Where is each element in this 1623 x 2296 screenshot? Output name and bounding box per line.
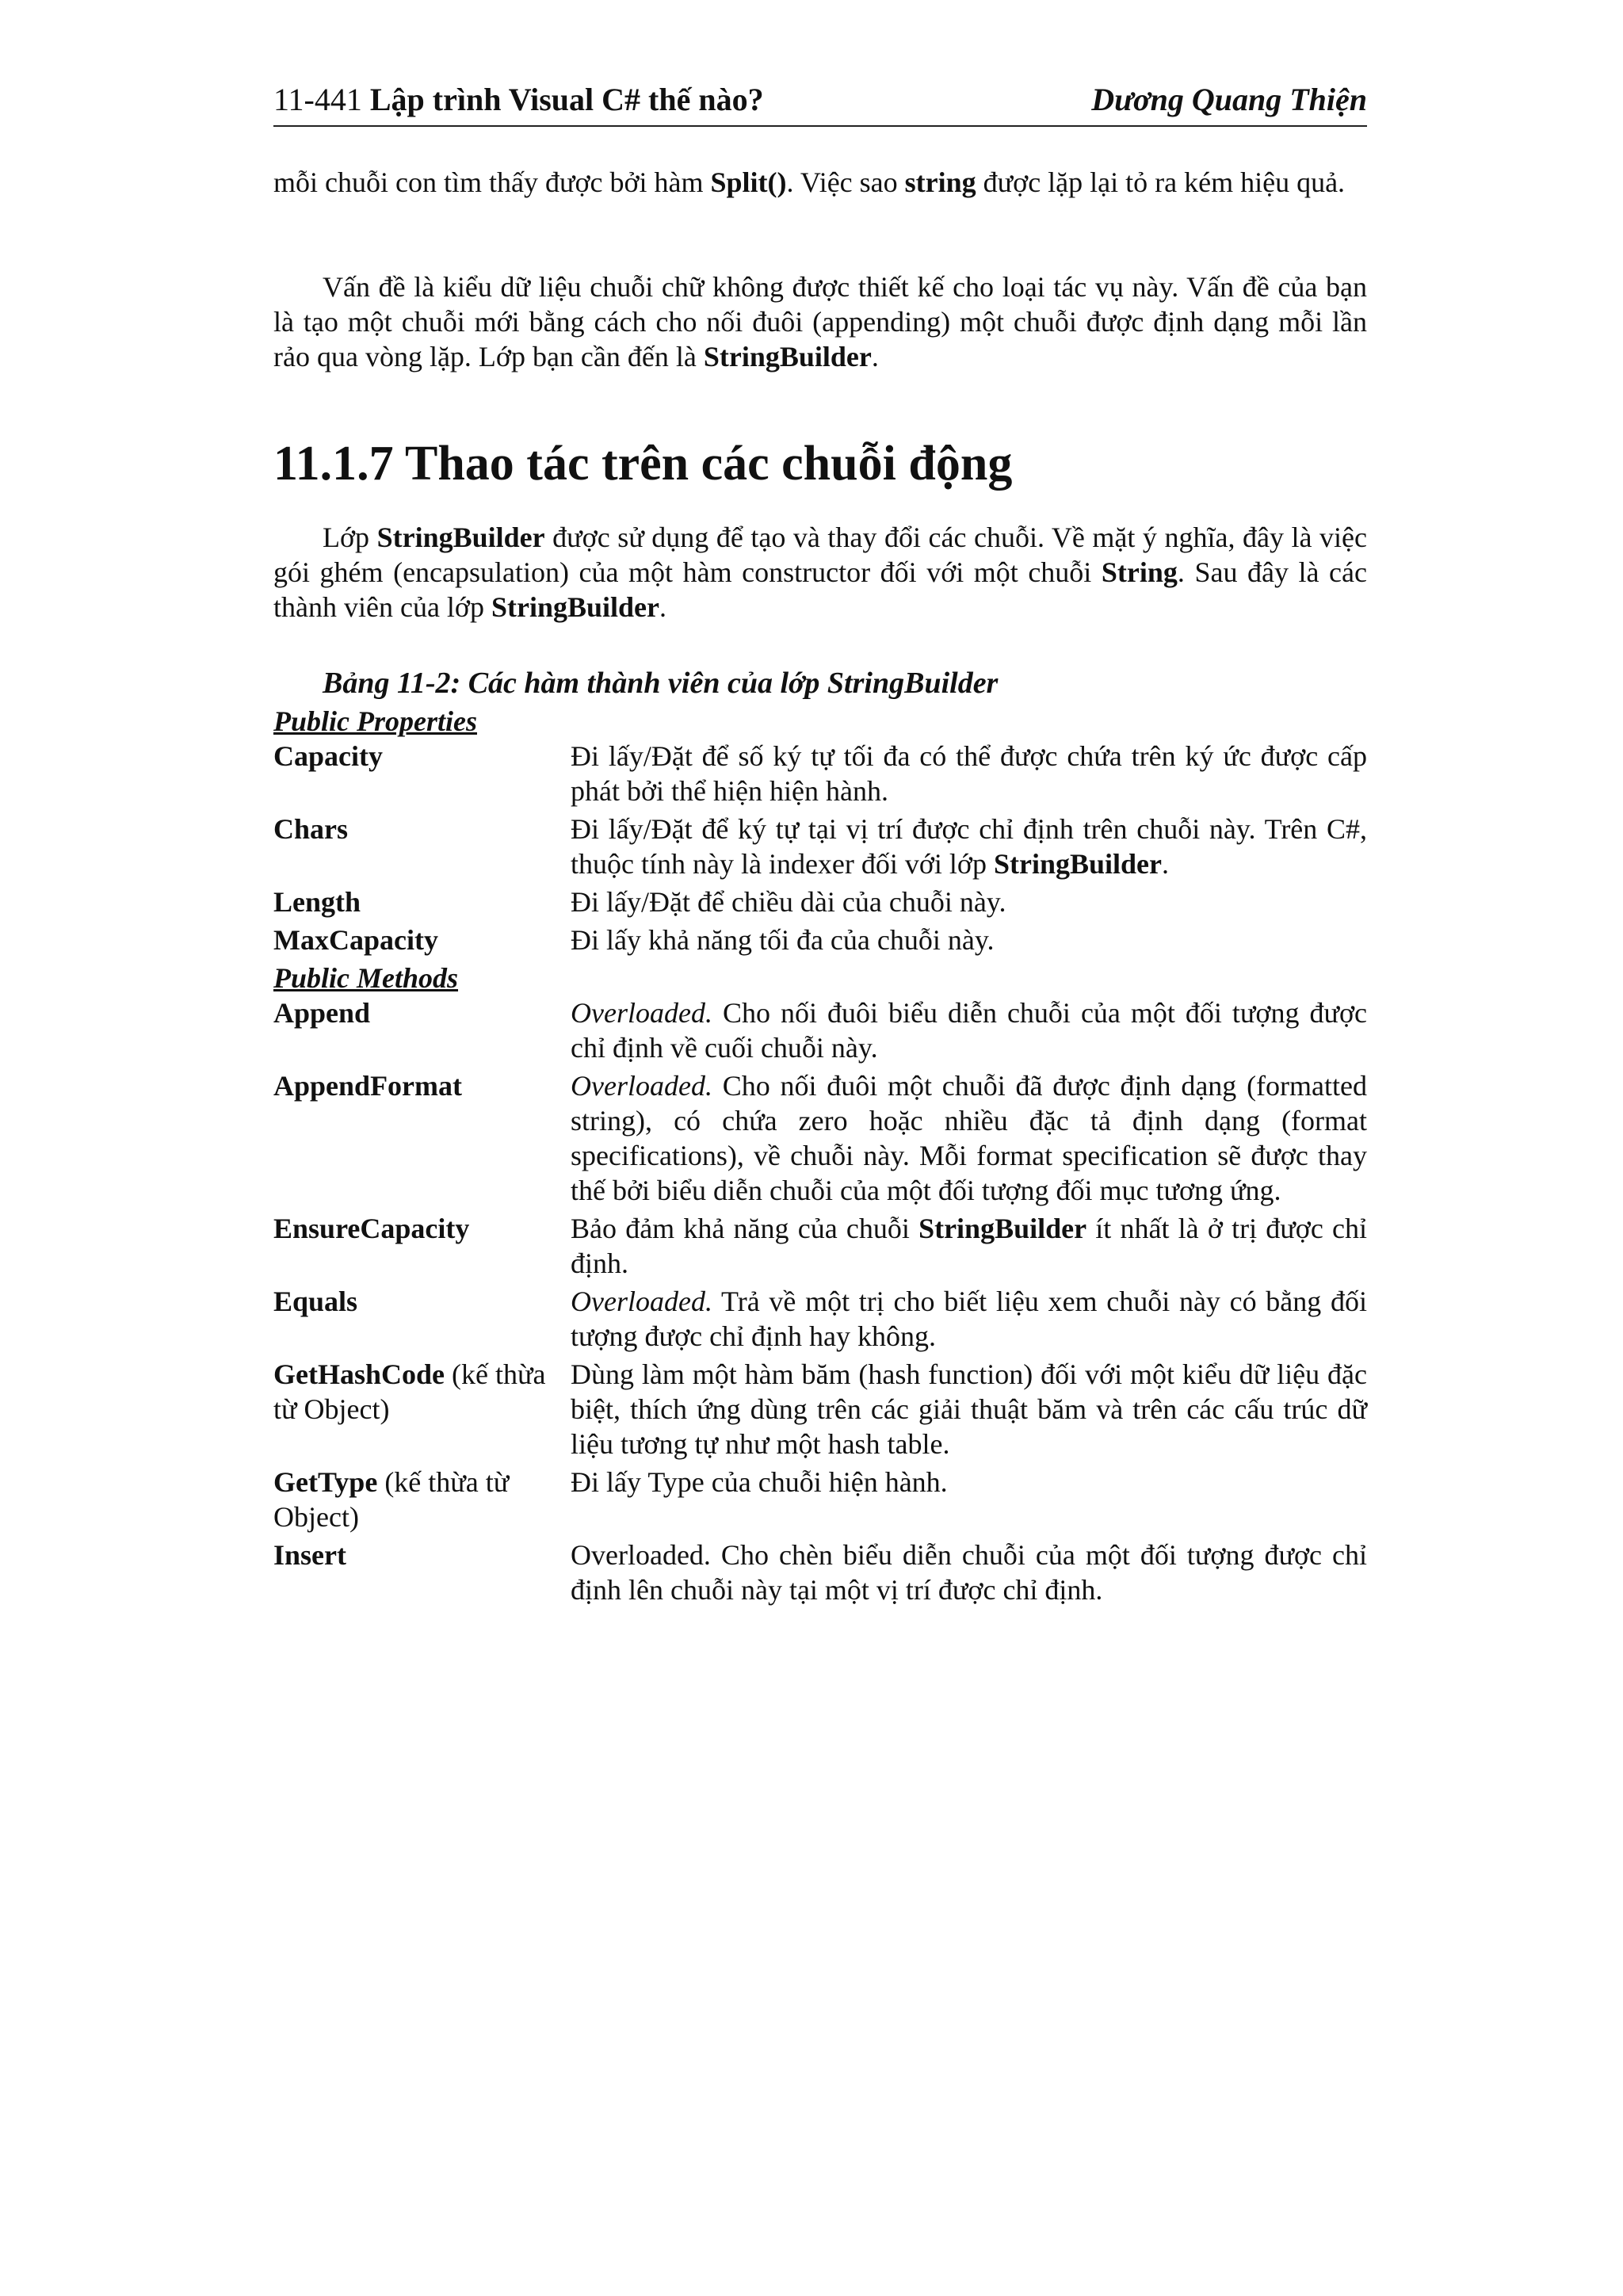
description-text: Cho nối đuôi một chuỗi đã được định dạng (formatted string), có chứa zero hoặc nhiều đặc tả định dạng (format specifications), về chuỗi này. Mỗi format specification sẽ được thay thế bởi biểu diễn chuỗi của một đối tượng đối mục tương ứng.: [571, 1070, 1367, 1206]
member-name: Chars: [273, 813, 349, 845]
text-run: Lớp: [323, 521, 377, 553]
paragraph-2: [273, 269, 1367, 374]
text-run: . Sau đây là các thành viên của lớp: [273, 556, 1367, 623]
description-text: Đi lấy khả năng tối đa của chuỗi này.: [571, 924, 995, 956]
member-row: [273, 1538, 1367, 1607]
member-description: [571, 1465, 1367, 1534]
text-run: .: [871, 341, 879, 372]
text-run: .: [659, 591, 666, 623]
methods-heading: Public Methods: [273, 962, 459, 994]
member-name: Insert: [273, 1539, 346, 1571]
author-name: Dương Quang Thiện: [1091, 82, 1367, 117]
text-run: được sử dụng để tạo và thay đổi các chuỗi. Về mặt ý nghĩa, đây là việc gói ghém (encapsulation) của một hàm constructor đối với một chuỗi: [273, 521, 1367, 588]
member-name-cell: [273, 884, 571, 919]
member-name-cell: [273, 923, 571, 957]
description-text: Đi lấy Type của chuỗi hiện hành.: [571, 1466, 948, 1498]
description-code-term: StringBuilder: [993, 848, 1163, 880]
member-row: [273, 1211, 1367, 1281]
member-name-cell: [273, 1538, 571, 1607]
member-row: [273, 1284, 1367, 1354]
member-name: AppendFormat: [273, 1070, 463, 1102]
properties-list: [273, 739, 1367, 957]
member-row: [273, 995, 1367, 1065]
description-text: Đi lấy/Đặt để ký tự tại vị trí được chỉ định trên chuỗi này. Trên C#, thuộc tính này là indexer đối với lớp: [571, 813, 1367, 880]
code-term: StringBuilder: [703, 341, 872, 372]
member-name: GetHashCode: [273, 1358, 445, 1390]
member-name-cell: [273, 1068, 571, 1208]
member-description: [571, 995, 1367, 1065]
member-row: [273, 812, 1367, 881]
member-name-note: (kế thừa từ Object): [273, 1358, 546, 1425]
member-row: [273, 1357, 1367, 1461]
description-text: Đi lấy/Đặt để chiều dài của chuỗi này.: [571, 886, 1006, 918]
member-description: [571, 812, 1367, 881]
member-name-cell: [273, 812, 571, 881]
member-name-cell: [273, 995, 571, 1065]
member-row: [273, 884, 1367, 919]
description-text: Bảo đảm khả năng của chuỗi: [571, 1213, 919, 1244]
member-description: [571, 739, 1367, 808]
code-term: Split(): [710, 166, 787, 198]
description-text: Dùng làm một hàm băm (hash function) đối với một kiểu dữ liệu đặc biệt, thích ứng dùng trên các giải thuật băm và trên các cấu trúc dữ liệu tương tự như một hash table.: [571, 1358, 1367, 1460]
page-header: [273, 78, 1367, 127]
member-name-cell: [273, 1211, 571, 1281]
member-name-cell: [273, 1357, 571, 1461]
book-title: Lập trình Visual C# thế nào?: [369, 82, 764, 117]
member-description: [571, 1538, 1367, 1607]
code-term: String: [1101, 556, 1178, 588]
overloaded-note: Overloaded.: [571, 997, 712, 1029]
member-row: [273, 1068, 1367, 1208]
member-row: [273, 923, 1367, 957]
text-run: . Việc sao: [786, 166, 905, 198]
paragraph-3: [273, 520, 1367, 625]
description-text: Đi lấy/Đặt để số ký tự tối đa có thể được chứa trên ký ức được cấp phát bởi thể hiện hiện hành.: [571, 740, 1367, 807]
member-description: [571, 1284, 1367, 1354]
member-name-cell: [273, 1284, 571, 1354]
code-term: StringBuilder: [376, 521, 545, 553]
table-caption: Bảng 11-2: Các hàm thành viên của lớp StringBuilder: [323, 667, 999, 700]
member-name: MaxCapacity: [273, 924, 438, 956]
member-name: EnsureCapacity: [273, 1213, 470, 1244]
member-description: [571, 884, 1367, 919]
description-text: .: [1162, 848, 1170, 880]
text-run: được lặp lại tỏ ra kém hiệu quả.: [976, 166, 1346, 198]
member-description: [571, 1211, 1367, 1281]
member-name: Append: [273, 997, 371, 1029]
page-number: 11-441: [273, 82, 362, 117]
member-name: GetType: [273, 1466, 378, 1498]
member-description: [571, 1068, 1367, 1208]
properties-heading: Public Properties: [273, 705, 477, 737]
member-name-note: (kế thừa từ Object): [273, 1466, 510, 1533]
member-row: [273, 739, 1367, 808]
description-text: ít nhất là ở trị được chỉ định.: [571, 1213, 1367, 1279]
header-left: [273, 78, 764, 122]
member-description: [571, 923, 1367, 957]
text-run: mỗi chuỗi con tìm thấy được bởi hàm: [273, 166, 711, 198]
paragraph-1: [273, 165, 1367, 200]
section-heading: 11.1.7 Thao tác trên các chuỗi động: [273, 437, 1013, 491]
description-text: Overloaded. Cho chèn biểu diễn chuỗi của một đối tượng được chỉ định lên chuỗi này tại một vị trí được chỉ định.: [571, 1539, 1367, 1606]
overloaded-note: Overloaded.: [571, 1286, 712, 1317]
text-run: Vấn đề là kiểu dữ liệu chuỗi chữ không được thiết kế cho loại tác vụ này. Vấn đề của bạn là tạo một chuỗi mới bằng cách cho nối đuôi (appending) một chuỗi được định dạng mỗi lần rảo qua vòng lặp. Lớp bạn cần đến là: [273, 271, 1367, 372]
description-code-term: StringBuilder: [918, 1213, 1087, 1244]
member-name: Length: [273, 886, 361, 918]
description-text: Trả về một trị cho biết liệu xem chuỗi này có bằng đối tượng được chỉ định hay không.: [571, 1286, 1367, 1352]
overloaded-note: Overloaded.: [571, 1070, 712, 1102]
code-term: StringBuilder: [491, 591, 659, 623]
member-name-cell: [273, 739, 571, 808]
members-table: [273, 704, 1367, 1610]
member-description: [571, 1357, 1367, 1461]
member-name: Equals: [273, 1286, 358, 1317]
methods-list: [273, 995, 1367, 1607]
member-name: Capacity: [273, 740, 383, 772]
member-name-cell: [273, 1465, 571, 1534]
member-row: [273, 1465, 1367, 1534]
description-text: Cho nối đuôi biểu diễn chuỗi của một đối tượng được chỉ định về cuối chuỗi này.: [571, 997, 1367, 1064]
code-term: string: [904, 166, 976, 198]
